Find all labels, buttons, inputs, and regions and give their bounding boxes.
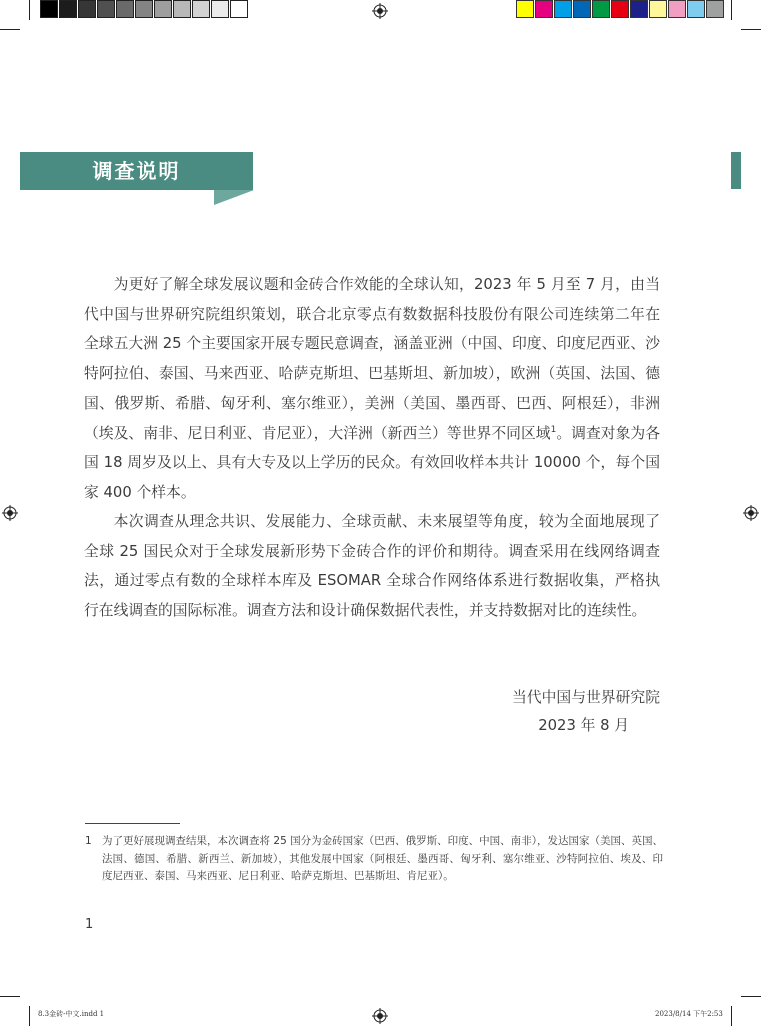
print-slug-timestamp: 2023/8/14 下午2:53 [655,1010,723,1018]
grayscale-swatch [173,0,191,18]
paragraph-1-text: 为更好了解全球发展议题和金砖合作效能的全球认知，2023 年 5 月至 7 月，由当代中国与世界研究院组织策划，联合北京零点有数数据科技股份有限公司连续第二年在全球五大洲 25 个主要国家开展专题民意调查，涵盖亚洲（中国、印度、印度尼西亚、沙特阿拉伯、泰国、马来西亚、哈萨克斯坦、巴基斯坦、新加坡），欧洲（英国、法国、德国、俄罗斯、希腊、匈牙利、塞尔维亚），美洲（美国、墨西哥、巴西、阿根廷），非洲（埃及、南非、尼日利亚、肯尼亚），大洋洲（新西兰）等世界不同区域 [84,276,660,442]
process-color-swatch [516,0,534,18]
footnote-reference: 1 [550,424,557,435]
side-tab-marker [731,152,741,189]
crop-mark-top-left-h [0,29,20,30]
grayscale-swatch [154,0,172,18]
crop-mark-top-right-v [731,0,732,20]
print-slug-filename: 8.3金砖-中文.indd 1 [38,1010,105,1018]
grayscale-swatch [78,0,96,18]
grayscale-swatch [135,0,153,18]
process-color-swatch [573,0,591,18]
grayscale-swatch [211,0,229,18]
grayscale-swatch [116,0,134,18]
body-paragraph-2: 本次调查从理念共识、发展能力、全球贡献、未来展望等角度，较为全面地展现了全球 25 国民众对于全球发展新形势下金砖合作的评价和期待。调查采用在线网络调查法，通过零点有数的全球样本库及 ESOMAR 全球合作网络体系进行数据收集，严格执行在线调查的国际标准。调查方法和设计确保数据代表性，并支持数据对比的连续性。 [84,513,660,620]
footnote-text: 为了更好展现调查结果，本次调查将 25 国分为金砖国家（巴西、俄罗斯、印度、中国、南非），发达国家（美国、英国、法国、德国、希腊、新西兰、新加坡），其他发展中国家（阿根廷、墨西哥、匈牙利、塞尔维亚、沙特阿拉伯、埃及、印度尼西亚、泰国、马来西亚、尼日利亚、哈萨克斯坦、巴基斯坦、肯尼亚）。 [102,835,663,882]
crop-mark-bottom-left-h [0,996,20,997]
registration-mark-icon [2,505,18,521]
color-control-bar [516,0,725,20]
registration-mark-icon [743,505,759,521]
signature-organization: 当代中国与世界研究院 [512,689,660,706]
footnote-divider [85,823,180,824]
grayscale-swatch [97,0,115,18]
banner-fold-decoration [214,190,254,205]
registration-mark-icon [372,3,388,19]
process-color-swatch [611,0,629,18]
grayscale-swatch [192,0,210,18]
crop-mark-top-left-v [29,0,30,20]
signature-date: 2023 年 8 月 [538,717,629,734]
footnote [85,833,663,886]
process-color-swatch [535,0,553,18]
grayscale-swatch [59,0,77,18]
process-color-swatch [592,0,610,18]
crop-mark-bottom-left-v [29,1006,30,1026]
grayscale-swatch [40,0,58,18]
process-color-swatch [630,0,648,18]
grayscale-control-bar [40,0,249,20]
paragraph-1-text-cont: 。调查对象为各国 18 周岁及以上、具有大专及以上学历的民众。有效回收样本共计 10000 个，每个国家 400 个样本。 [84,424,660,501]
section-title: 调查说明 [92,159,181,183]
process-color-swatch [687,0,705,18]
grayscale-swatch [230,0,248,18]
page-number: 1 [85,917,94,932]
registration-mark-icon [372,1008,388,1024]
process-color-swatch [649,0,667,18]
body-paragraph-1 [84,270,660,508]
crop-mark-bottom-right-h [741,996,761,997]
crop-mark-bottom-right-v [731,1006,732,1026]
footnote-number: 1 [85,835,92,847]
process-color-swatch [554,0,572,18]
process-color-swatch [706,0,724,18]
crop-mark-top-right-h [741,29,761,30]
process-color-swatch [668,0,686,18]
